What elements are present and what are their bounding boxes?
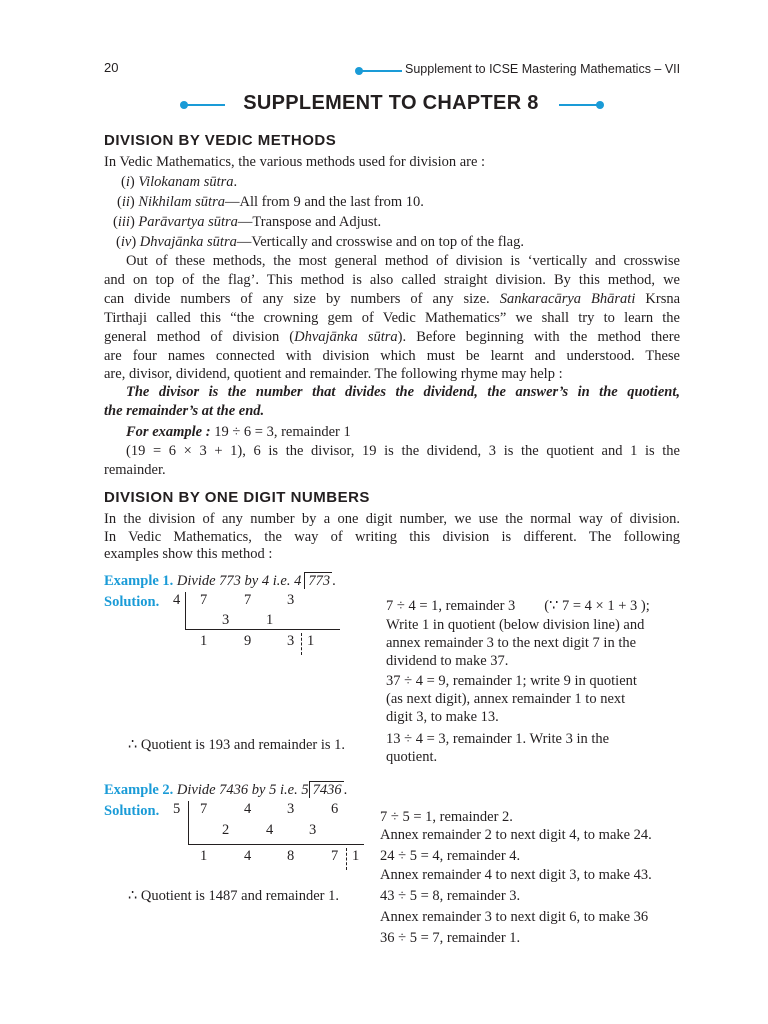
section2-intro-line: In the division of any number by a one digit number, we use the normal way of division. — [104, 511, 680, 527]
explain-line: remainder. — [104, 462, 166, 478]
step-line: Annex remainder 3 to next digit 6, to make 36 — [380, 909, 649, 925]
example1-dividend-box: 773 — [304, 572, 332, 589]
running-head — [355, 62, 680, 80]
paragraph-line: are four names connected with division which must be learnt and understood. These — [104, 348, 680, 364]
remainder-digit: 3 — [309, 822, 317, 838]
example1-label: Example 1. — [104, 573, 174, 589]
section2-intro-line: In Vedic Mathematics, the way of writing this division is different. The following — [104, 529, 680, 545]
method-desc: —All from 9 and the last from 10. — [224, 194, 424, 210]
step-line: 13 ÷ 4 = 3, remainder 1. Write 3 in the — [386, 731, 610, 747]
step-line: Write 1 in quotient (below division line) and — [386, 617, 645, 633]
solution2-label: Solution. — [104, 803, 160, 819]
step-line: 7 ÷ 5 = 1, remainder 2. — [380, 809, 513, 825]
dividend-digit: 7 — [244, 592, 252, 608]
paragraph-line: Tirthaji called this “the crowning gem of Vedic Mathematics” we shall try to learn the — [104, 310, 680, 326]
quotient-digit: 9 — [244, 633, 252, 649]
chapter-title-text: SUPPLEMENT TO CHAPTER 8 — [243, 92, 539, 114]
division-line — [185, 629, 340, 630]
method-num: i — [125, 174, 130, 190]
page-number: 20 — [104, 60, 119, 75]
explain-line: (19 = 6 × 3 + 1), 6 is the divisor, 19 is the dividend, 3 is the quotient and 1 is the — [126, 443, 680, 459]
dividend-digit: 7 — [200, 801, 208, 817]
left-decorative-rule — [187, 104, 225, 106]
paragraph-line: can divide numbers of any size by numbers of any size. Sankaracārya Bhārati Krsna — [104, 291, 681, 307]
paragraph-line: and on top of the flag’. This method is also called straight division. By this method, we — [104, 272, 680, 288]
method-item: (iii) Parāvartya sūtra—Transpose and Adjust. — [113, 214, 382, 230]
dividend-digit: 6 — [331, 801, 339, 817]
remainder-digit: 1 — [266, 612, 274, 628]
step-line: annex remainder 3 to the next digit 7 in the — [386, 635, 637, 651]
final-remainder: 1 — [307, 633, 315, 649]
division-bar — [188, 801, 189, 845]
step-line: digit 3, to make 13. — [386, 709, 499, 725]
example2-conclusion: ∴ Quotient is 1487 and remainder 1. — [128, 888, 339, 904]
example1-prompt: Divide 773 by 4 i.e. 4 — [176, 573, 302, 589]
dividend-digit: 7 — [200, 592, 208, 608]
paragraph-line: general method of division (Dhvajānka sūtra). Before beginning with the method there — [104, 329, 681, 345]
step-line: 43 ÷ 5 = 8, remainder 3. — [380, 888, 521, 904]
dividend-digit: 3 — [287, 801, 295, 817]
rhyme-line: the remainder’s at the end. — [104, 403, 265, 419]
quotient-digit: 1 — [200, 633, 208, 649]
section-intro: In Vedic Mathematics, the various methods used for division are : — [104, 154, 486, 170]
example-text: 19 ÷ 6 = 3, remainder 1 — [214, 424, 351, 440]
paragraph-line: Out of these methods, the most general method of division is ‘vertically and crosswise — [126, 253, 680, 269]
step-line: (as next digit), annex remainder 1 to next — [386, 691, 626, 707]
step-line: 7 ÷ 4 = 1, remainder 3 (∵ 7 = 4 × 1 + 3 ); — [386, 598, 650, 614]
step-line: 36 ÷ 5 = 7, remainder 1. — [380, 930, 521, 946]
method-name: Nikhilam sūtra — [138, 194, 225, 210]
step-line: 24 ÷ 5 = 4, remainder 4. — [380, 848, 521, 864]
example2-prompt: Divide 7436 by 5 i.e. 5 — [176, 782, 309, 798]
divisor: 4 — [173, 592, 181, 608]
method-name: Dhvajānka sūtra — [139, 234, 237, 250]
method-item: (iv) Dhvajānka sūtra—Vertically and crosswise and on top of the flag. — [116, 234, 524, 250]
right-bullet-dot-icon — [596, 101, 604, 109]
section-heading-one-digit: DIVISION BY ONE DIGIT NUMBERS — [104, 489, 370, 506]
remainder-separator — [301, 633, 302, 655]
quotient-digit: 8 — [287, 848, 295, 864]
example1-conclusion: ∴ Quotient is 193 and remainder is 1. — [128, 737, 346, 753]
quotient-digit: 7 — [331, 848, 339, 864]
method-desc: —Transpose and Adjust. — [237, 214, 382, 230]
division-bar — [185, 592, 186, 630]
quotient-digit: 1 — [200, 848, 208, 864]
step-line: dividend to make 37. — [386, 653, 509, 669]
method-desc: —Vertically and crosswise and on top of the flag. — [236, 234, 524, 250]
remainder-digit: 4 — [266, 822, 274, 838]
quotient-digit: 4 — [244, 848, 252, 864]
remainder-digit: 3 — [222, 612, 230, 628]
step-line: quotient. — [386, 749, 438, 765]
running-head-text: Supplement to ICSE Mastering Mathematics – VII — [405, 62, 681, 76]
remainder-digit: 2 — [222, 822, 230, 838]
example2-label: Example 2. — [104, 782, 174, 798]
dividend-digit: 3 — [287, 592, 295, 608]
method-name: Vilokanam sūtra — [138, 174, 234, 190]
example-line — [126, 423, 351, 441]
remainder-separator — [346, 848, 347, 870]
divisor: 5 — [173, 801, 181, 817]
right-decorative-rule — [559, 104, 597, 106]
decorative-rule — [362, 70, 402, 72]
step-line: Annex remainder 2 to next digit 4, to make 24. — [380, 827, 652, 843]
method-desc: . — [233, 174, 238, 190]
paragraph-line: are, divisor, dividend, quotient and remainder. The following rhyme may help : — [104, 366, 563, 382]
section-heading-vedic: DIVISION BY VEDIC METHODS — [104, 132, 337, 149]
example-label: For example : — [126, 424, 211, 440]
example2-heading: Example 2. Divide 7436 by 5 i.e. 5 7436 . — [104, 782, 348, 798]
example1-heading: Example 1. Divide 773 by 4 i.e. 4 773 . — [104, 573, 336, 589]
step-line: Annex remainder 4 to next digit 3, to make 43. — [380, 867, 652, 883]
method-item: (ii) Nikhilam sūtra—All from 9 and the last from 10. — [117, 194, 424, 210]
step-line: 37 ÷ 4 = 9, remainder 1; write 9 in quotient — [386, 673, 637, 689]
example2-dividend-box: 7436 — [309, 781, 344, 798]
division-line — [188, 844, 364, 845]
quotient-digit: 3 — [287, 633, 295, 649]
section2-intro-line: examples show this method : — [104, 546, 273, 562]
method-item: (i) Vilokanam sūtra. — [121, 174, 238, 190]
dividend-digit: 4 — [244, 801, 252, 817]
chapter-title — [176, 92, 606, 118]
final-remainder: 1 — [352, 848, 360, 864]
rhyme-line: The divisor is the number that divides the dividend, the answer’s in the quotient, — [126, 384, 680, 400]
method-name: Parāvartya sūtra — [138, 214, 238, 230]
solution1-label: Solution. — [104, 594, 160, 610]
